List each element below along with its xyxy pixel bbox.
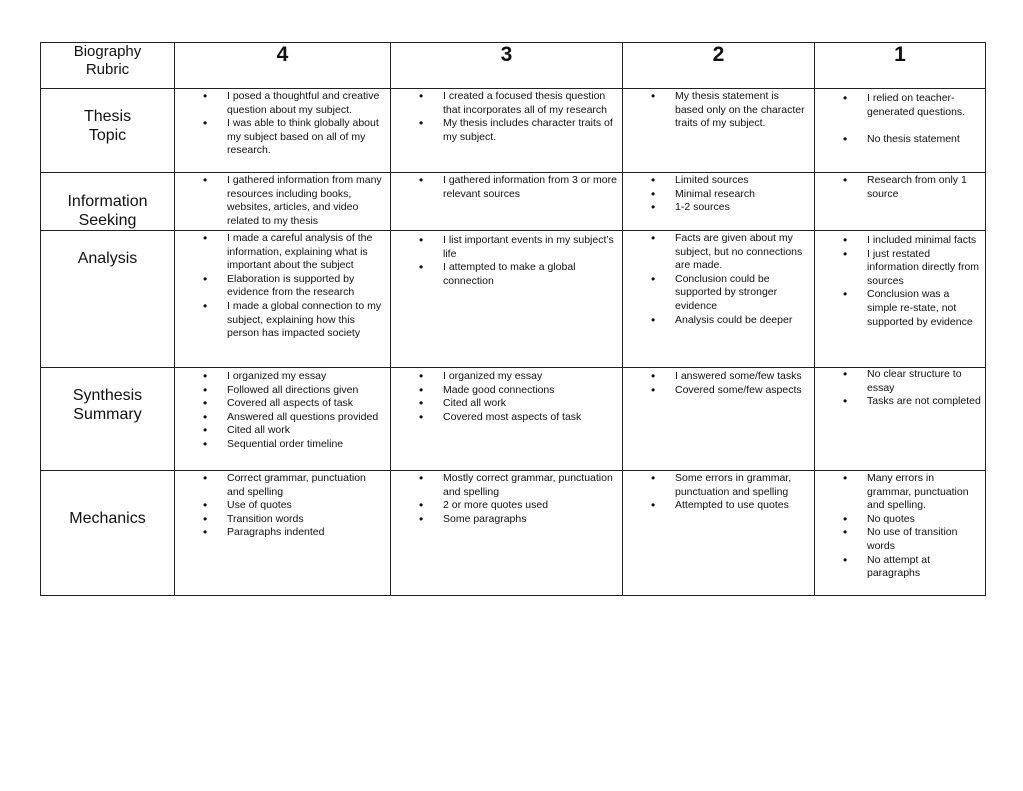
list-item: • Mostly correct grammar, punctuation and spelling	[391, 472, 618, 499]
criterion-information-seeking: Information Seeking	[41, 173, 175, 231]
cell-analysis-3	[391, 231, 623, 368]
cell-mechanics-2	[623, 471, 815, 596]
list-item: • I made a global connection to my subject, explaining how this person has impacted society	[175, 300, 386, 341]
list-item: • Covered all aspects of task	[175, 397, 386, 411]
cell-info-4	[175, 173, 391, 231]
list-item: • Tasks are not completed	[815, 395, 981, 409]
cell-thesis-1	[815, 89, 986, 173]
list-item: • Cited all work	[391, 397, 618, 411]
cell-analysis-2	[623, 231, 815, 368]
list-item: • Minimal research	[623, 188, 810, 202]
list-item: • No use of transition words	[815, 526, 981, 553]
cell-thesis-4	[175, 89, 391, 173]
list-item: • Use of quotes	[175, 499, 386, 513]
cell-synthesis-2	[623, 368, 815, 471]
list-item: • Cited all work	[175, 424, 386, 438]
rubric-title: Biography Rubric	[41, 43, 175, 89]
cell-synthesis-1	[815, 368, 986, 471]
row-synthesis-summary	[41, 368, 986, 471]
cell-analysis-4	[175, 231, 391, 368]
cell-mechanics-1	[815, 471, 986, 596]
list-item: • Research from only 1 source	[815, 174, 981, 201]
list-item: • I made a careful analysis of the information, explaining what is important about the subject	[175, 232, 386, 273]
list-item: • My thesis statement is based only on the character traits of my subject.	[623, 90, 810, 131]
header-row	[41, 43, 986, 89]
list-item: • I attempted to make a global connection	[391, 261, 618, 288]
list-item: • 2 or more quotes used	[391, 499, 618, 513]
list-item: • Analysis could be deeper	[623, 314, 810, 328]
list-item: • Transition words	[175, 513, 386, 527]
list-item: • Limited sources	[623, 174, 810, 188]
criterion-synthesis-summary: Synthesis Summary	[41, 368, 175, 471]
criterion-mechanics: Mechanics	[41, 471, 175, 596]
list-item: • No attempt at paragraphs	[815, 554, 981, 581]
list-item: • I list important events in my subject’s life	[391, 234, 618, 261]
cell-mechanics-3	[391, 471, 623, 596]
list-item: • I included minimal facts	[815, 234, 981, 248]
list-item: • Covered most aspects of task	[391, 411, 618, 425]
list-item: • No quotes	[815, 513, 981, 527]
list-item: • I relied on teacher-generated questions.	[815, 92, 981, 119]
cell-synthesis-3	[391, 368, 623, 471]
criterion-thesis-topic: Thesis Topic	[41, 89, 175, 173]
score-header-4: 4	[175, 43, 391, 89]
list-item: • I organized my essay	[391, 370, 618, 384]
list-item: • Made good connections	[391, 384, 618, 398]
cell-mechanics-4	[175, 471, 391, 596]
list-item: • I posed a thoughtful and creative question about my subject.	[175, 90, 386, 117]
list-item: • Elaboration is supported by evidence from the research	[175, 273, 386, 300]
list-item: • I gathered information from many resources including books, websites, articles, and video related to my thesis	[175, 174, 386, 228]
row-mechanics	[41, 471, 986, 596]
list-item: • I just restated information directly from sources	[815, 248, 981, 289]
cell-info-2	[623, 173, 815, 231]
list-item: • 1-2 sources	[623, 201, 810, 215]
list-item: • Covered some/few aspects	[623, 384, 810, 398]
cell-synthesis-4	[175, 368, 391, 471]
list-item: • Some errors in grammar, punctuation and spelling	[623, 472, 810, 499]
row-information-seeking	[41, 173, 986, 231]
score-header-3: 3	[391, 43, 623, 89]
cell-analysis-1	[815, 231, 986, 368]
cell-thesis-2	[623, 89, 815, 173]
list-item: • Facts are given about my subject, but no connections are made.	[623, 232, 810, 273]
list-item: • Conclusion could be supported by stronger evidence	[623, 273, 810, 314]
cell-info-3	[391, 173, 623, 231]
list-item: • I organized my essay	[175, 370, 386, 384]
list-item: • Attempted to use quotes	[623, 499, 810, 513]
score-header-1: 1	[815, 43, 986, 89]
list-item: • I gathered information from 3 or more relevant sources	[391, 174, 618, 201]
rubric-table	[40, 42, 986, 596]
list-item: • My thesis includes character traits of my subject.	[391, 117, 618, 144]
list-item: • Many errors in grammar, punctuation and spelling.	[815, 472, 981, 513]
list-item: • Paragraphs indented	[175, 526, 386, 540]
list-item: • No thesis statement	[815, 133, 981, 147]
row-analysis	[41, 231, 986, 368]
score-header-2: 2	[623, 43, 815, 89]
cell-thesis-3	[391, 89, 623, 173]
list-item: • I answered some/few tasks	[623, 370, 810, 384]
list-item: • Correct grammar, punctuation and spelling	[175, 472, 386, 499]
criterion-analysis: Analysis	[41, 231, 175, 368]
list-item: • I created a focused thesis question that incorporates all of my research	[391, 90, 618, 117]
row-thesis-topic	[41, 89, 986, 173]
list-item: • Sequential order timeline	[175, 438, 386, 452]
list-item: • Conclusion was a simple re-state, not supported by evidence	[815, 288, 981, 329]
list-item: • Followed all directions given	[175, 384, 386, 398]
list-item: • Answered all questions provided	[175, 411, 386, 425]
list-item: • I was able to think globally about my subject based on all of my research.	[175, 117, 386, 158]
cell-info-1	[815, 173, 986, 231]
list-item: • Some paragraphs	[391, 513, 618, 527]
list-item: • No clear structure to essay	[815, 368, 981, 395]
